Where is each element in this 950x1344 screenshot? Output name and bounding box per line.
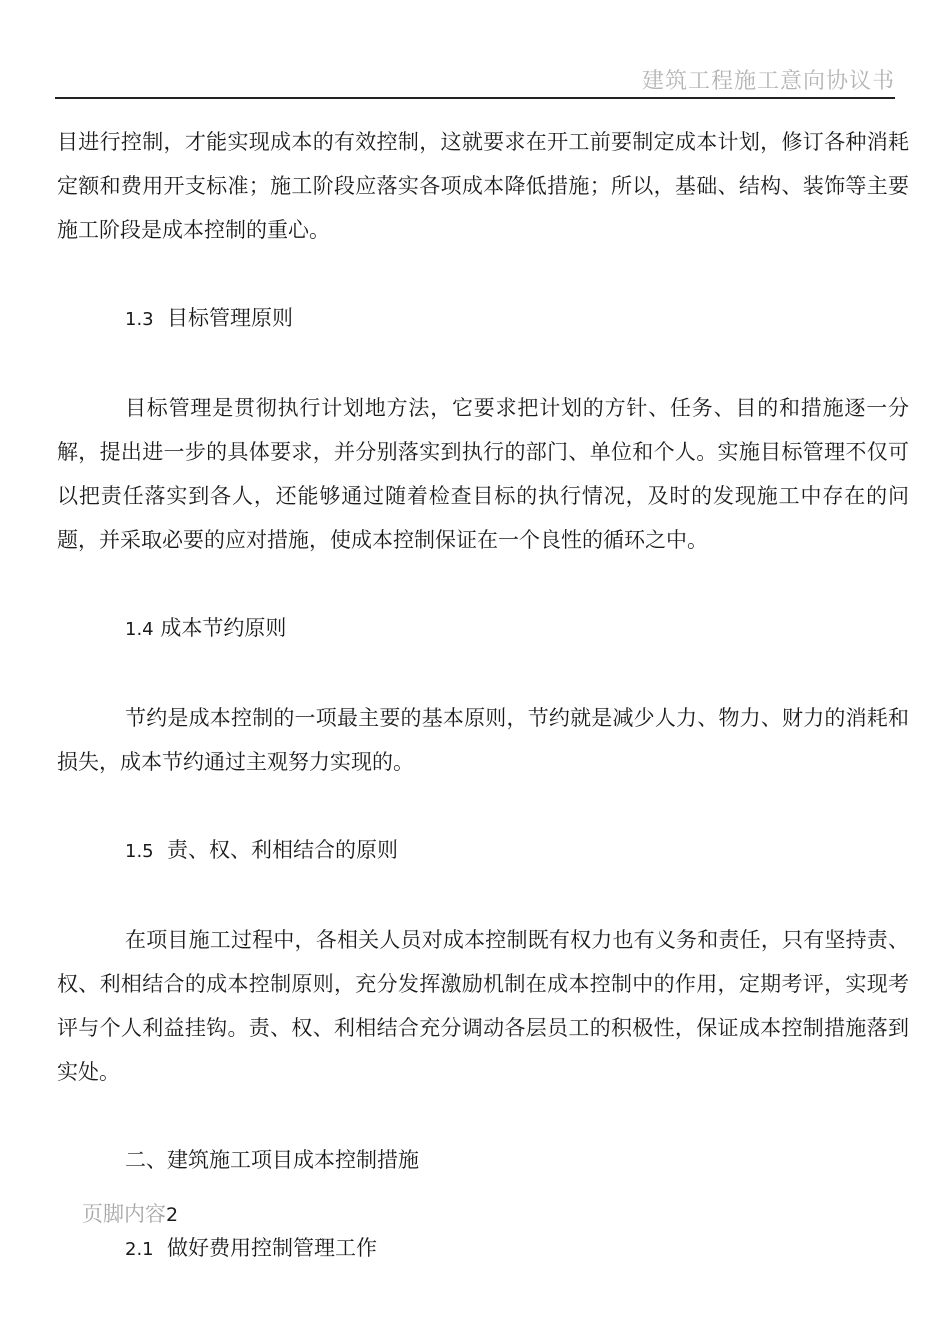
document-body	[57, 120, 909, 1272]
section-heading-1-5	[57, 828, 909, 874]
section-heading-2-1	[57, 1226, 909, 1272]
section-heading-1-3	[57, 296, 909, 342]
footer-label: 页脚内容	[82, 1202, 166, 1226]
section-number: 1.3	[125, 309, 154, 330]
paragraph-responsibility: 在项目施工过程中，各相关人员对成本控制既有权力也有义务和责任，只有坚持责、权、利相结合的成本控制原则，充分发挥激励机制在成本控制中的作用，定期考评，实现考评与个人利益挂钩。责、权、利相结合充分调动各层员工的积极性，保证成本控制措施落到实处。	[57, 928, 909, 1084]
section-title: 成本节约原则	[160, 616, 287, 640]
section-title: 责、权、利相结合的原则	[167, 838, 398, 862]
page-footer	[82, 1198, 178, 1228]
chapter-heading-2: 二、建筑施工项目成本控制措施	[125, 1148, 419, 1172]
section-title: 做好费用控制管理工作	[167, 1236, 377, 1260]
header-divider	[55, 97, 895, 99]
paragraph-cost-plan: 目进行控制，才能实现成本的有效控制，这就要求在开工前要制定成本计划，修订各种消耗定额和费用开支标准；施工阶段应落实各项成本降低措施；所以，基础、结构、装饰等主要施工阶段是成本控制的重心。	[57, 130, 909, 242]
paragraph-cost-saving: 节约是成本控制的一项最主要的基本原则，节约就是减少人力、物力、财力的消耗和损失，成本节约通过主观努力实现的。	[57, 706, 909, 774]
paragraph-target-management: 目标管理是贯彻执行计划地方法，它要求把计划的方针、任务、目的和措施逐一分解，提出进一步的具体要求，并分别落实到执行的部门、单位和个人。实施目标管理不仅可以把责任落实到各人，还能够通过随着检查目标的执行情况，及时的发现施工中存在的问题，并采取必要的应对措施，使成本控制保证在一个良性的循环之中。	[57, 396, 909, 552]
page-number: 2	[166, 1204, 179, 1226]
section-number: 1.4	[125, 619, 154, 640]
section-heading-1-4	[57, 606, 909, 652]
section-number: 2.1	[125, 1239, 154, 1260]
section-number: 1.5	[125, 841, 154, 862]
section-title: 目标管理原则	[167, 306, 293, 330]
header-title: 建筑工程施工意向协议书	[641, 69, 895, 94]
